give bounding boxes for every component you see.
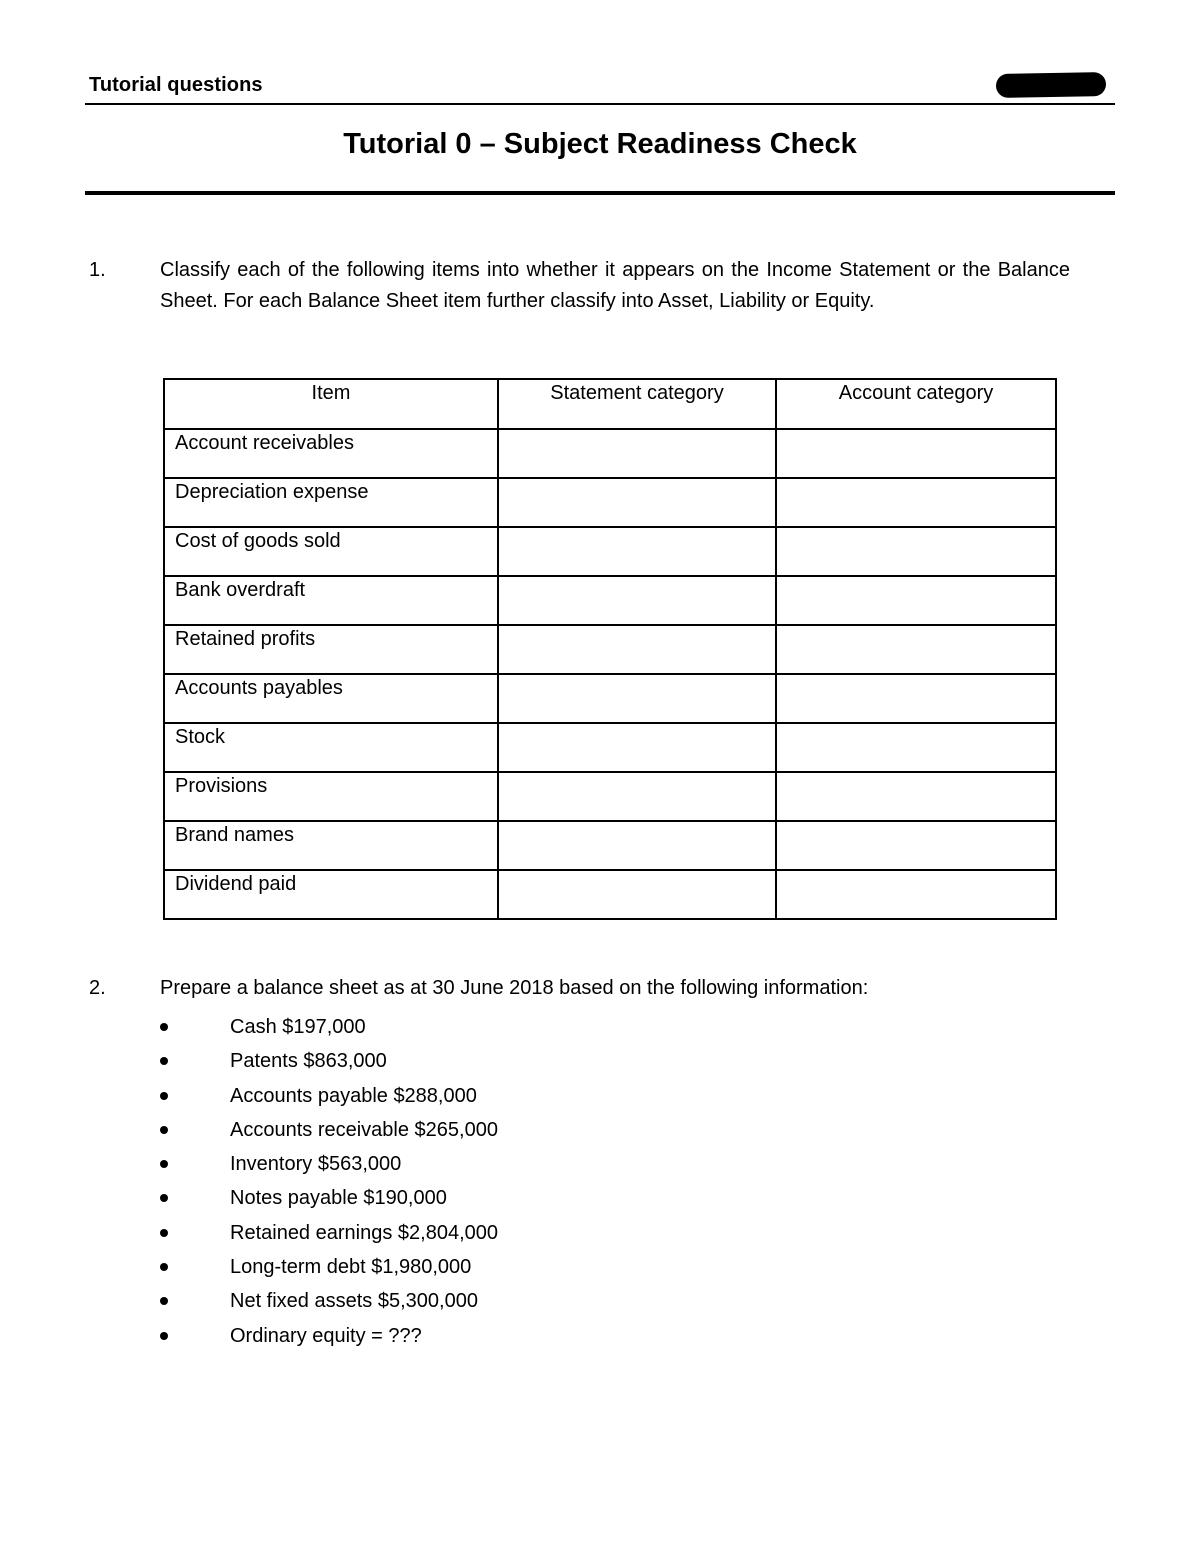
item-cell: Brand names (164, 821, 498, 870)
list-item (160, 1319, 498, 1353)
bullet-icon (160, 1297, 168, 1305)
account-category-cell (776, 870, 1056, 919)
account-category-cell (776, 723, 1056, 772)
list-item (160, 1079, 498, 1113)
account-category-cell (776, 772, 1056, 821)
item-cell: Bank overdraft (164, 576, 498, 625)
list-item-text: Accounts payable $288,000 (230, 1084, 477, 1107)
table-row (164, 625, 1056, 674)
statement-category-cell (498, 625, 776, 674)
list-item (160, 1181, 498, 1215)
item-cell: Provisions (164, 772, 498, 821)
page-title: Tutorial 0 – Subject Readiness Check (343, 128, 857, 160)
item-cell: Accounts payables (164, 674, 498, 723)
list-item-text: Accounts receivable $265,000 (230, 1118, 498, 1141)
item-cell: Depreciation expense (164, 478, 498, 527)
account-category-cell (776, 821, 1056, 870)
account-category-cell (776, 576, 1056, 625)
item-cell: Cost of goods sold (164, 527, 498, 576)
list-item-text: Notes payable $190,000 (230, 1187, 447, 1210)
bullet-icon (160, 1160, 168, 1168)
statement-category-cell (498, 723, 776, 772)
list-item (160, 1147, 498, 1181)
column-header-item: Item (164, 379, 498, 429)
account-category-cell (776, 527, 1056, 576)
item-cell: Account receivables (164, 429, 498, 478)
statement-category-cell (498, 870, 776, 919)
table-row (164, 674, 1056, 723)
list-item (160, 1216, 498, 1250)
list-item (160, 1284, 498, 1318)
column-header-account-category: Account category (776, 379, 1056, 429)
list-item-text: Ordinary equity = ??? (230, 1324, 422, 1347)
list-item (160, 1250, 498, 1284)
statement-category-cell (498, 772, 776, 821)
header-divider (85, 103, 1115, 105)
table-row (164, 772, 1056, 821)
classification-table (163, 378, 1057, 920)
list-item (160, 1113, 498, 1147)
account-category-cell (776, 478, 1056, 527)
table-row (164, 478, 1056, 527)
question-2-text: Prepare a balance sheet as at 30 June 2018 based on the following information: (160, 977, 869, 999)
statement-category-cell (498, 429, 776, 478)
table-row (164, 870, 1056, 919)
item-cell: Stock (164, 723, 498, 772)
bullet-icon (160, 1023, 168, 1031)
bullet-icon (160, 1126, 168, 1134)
bullet-icon (160, 1229, 168, 1237)
statement-category-cell (498, 478, 776, 527)
item-cell: Retained profits (164, 625, 498, 674)
bullet-icon (160, 1194, 168, 1202)
title-divider (85, 191, 1115, 195)
list-item-text: Net fixed assets $5,300,000 (230, 1290, 478, 1313)
statement-category-cell (498, 821, 776, 870)
bullet-icon (160, 1057, 168, 1065)
balance-sheet-info-list (160, 1010, 498, 1353)
redaction-mark (996, 72, 1106, 98)
bullet-icon (160, 1332, 168, 1340)
list-item-text: Retained earnings $2,804,000 (230, 1221, 498, 1244)
item-cell: Dividend paid (164, 870, 498, 919)
list-item-text: Long-term debt $1,980,000 (230, 1256, 472, 1279)
list-item (160, 1044, 498, 1078)
question-1-number: 1. (89, 259, 106, 281)
account-category-cell (776, 429, 1056, 478)
question-1-text: Classify each of the following items into whether it appears on the Income Statement or the Balance Sheet. For each Balance Sheet item further classify into Asset, Liability or Equity. (160, 259, 1070, 312)
table-row (164, 723, 1056, 772)
statement-category-cell (498, 576, 776, 625)
account-category-cell (776, 625, 1056, 674)
list-item-text: Cash $197,000 (230, 1016, 366, 1038)
list-item-text: Patents $863,000 (230, 1050, 387, 1073)
table-row (164, 576, 1056, 625)
account-category-cell (776, 674, 1056, 723)
statement-category-cell (498, 674, 776, 723)
page-header-label: Tutorial questions (89, 74, 263, 96)
table-row (164, 527, 1056, 576)
bullet-icon (160, 1263, 168, 1271)
table-header-row (164, 379, 1056, 429)
list-item-text: Inventory $563,000 (230, 1153, 402, 1176)
bullet-icon (160, 1092, 168, 1100)
list-item (160, 1010, 498, 1044)
question-2-number: 2. (89, 977, 106, 999)
table-row (164, 821, 1056, 870)
statement-category-cell (498, 527, 776, 576)
column-header-statement-category: Statement category (498, 379, 776, 429)
table-row (164, 429, 1056, 478)
